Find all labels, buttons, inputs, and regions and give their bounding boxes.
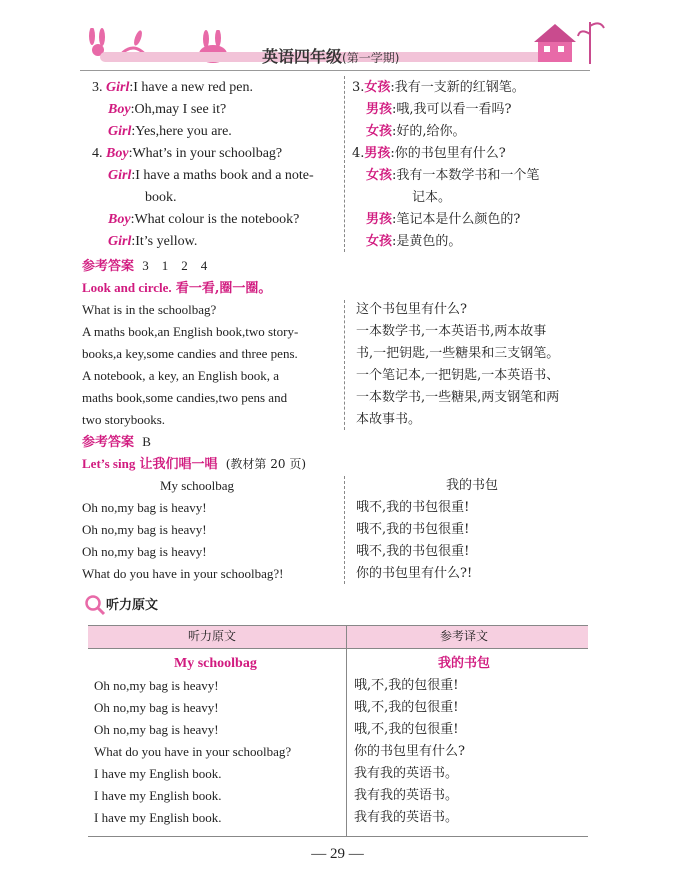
lyric-line-cn: 哦不,我的书包很重! xyxy=(356,522,470,537)
column-divider xyxy=(344,76,346,252)
book-subtitle: (第一学期) xyxy=(342,51,400,65)
table-cell-cn: 我有我的英语书。 xyxy=(354,766,459,781)
dialogue-line: Girl:It’s yellow. xyxy=(108,234,198,249)
table-cell-en: What do you have in your schoolbag? xyxy=(94,744,292,759)
table-bottom-rule xyxy=(88,836,588,837)
text-line-cn: 一个笔记本,一把钥匙,一本英语书、 xyxy=(356,368,560,383)
dialogue-line: 4. Boy:What’s in your schoolbag? xyxy=(92,146,283,161)
answer-value: 3 1 2 4 xyxy=(142,258,208,273)
song-title-cn: 我的书包 xyxy=(446,478,499,493)
dialogue-line: 3. Girl:I have a new red pen. xyxy=(92,80,253,95)
table-title-en: My schoolbag xyxy=(174,656,257,671)
text-line-cn: 一本数学书,一本英语书,两本故事 xyxy=(356,324,547,339)
table-cell-cn: 我有我的英语书。 xyxy=(354,810,459,825)
answer-value: B xyxy=(142,434,151,449)
lyric-line: Oh no,my bag is heavy! xyxy=(82,544,207,559)
song-title-en: My schoolbag xyxy=(160,478,235,493)
table-cell-en: I have my English book. xyxy=(94,788,222,803)
table-header-row xyxy=(88,625,588,649)
text-line: books,a key,some candies and three pens. xyxy=(82,346,298,361)
text-line: What is in the schoolbag? xyxy=(82,302,217,317)
dialogue-line-cn: 记本。 xyxy=(412,190,452,205)
lyric-line-cn: 你的书包里有什么?! xyxy=(356,566,473,581)
dialogue-line-cn: 女孩:是黄色的。 xyxy=(366,234,462,249)
table-header-col1: 听力原文 xyxy=(188,629,237,643)
text-line-cn: 一本数学书,一些糖果,两支钢笔和两 xyxy=(356,390,560,405)
dialogue-line-cn: 女孩:好的,给你。 xyxy=(366,124,466,139)
table-cell-cn: 我有我的英语书。 xyxy=(354,788,459,803)
table-cell-en: Oh no,my bag is heavy! xyxy=(94,678,219,693)
text-line: two storybooks. xyxy=(82,412,166,427)
page-number: — 29 — xyxy=(311,846,364,862)
lyric-line-cn: 哦不,我的书包很重! xyxy=(356,544,470,559)
dialogue-line: Girl:Yes,here you are. xyxy=(108,124,232,139)
table-title-cn: 我的书包 xyxy=(438,656,491,671)
lyric-line: What do you have in your schoolbag?! xyxy=(82,566,284,581)
listening-heading: 听力原文 xyxy=(106,598,159,613)
page-header xyxy=(0,0,675,72)
dialogue-line-cn: 男孩:笔记本是什么颜色的? xyxy=(366,212,521,227)
dialogue-line: Boy:What colour is the notebook? xyxy=(108,212,300,227)
column-divider xyxy=(344,476,346,584)
house-decoration-icon xyxy=(520,14,610,68)
table-cell-cn: 哦,不,我的包很重! xyxy=(354,700,459,715)
section-heading-sing: Let’s sing 让我们唱一唱 (教材第 20 页) xyxy=(82,456,307,472)
dialogue-line-cn: 4.男孩:你的书包里有什么? xyxy=(352,146,506,161)
bunny-decoration-icon xyxy=(78,28,168,68)
table-cell-cn: 你的书包里有什么? xyxy=(354,744,465,759)
answer-label: 参考答案 xyxy=(82,259,135,274)
answer-line xyxy=(82,432,151,453)
text-line: maths book,some candies,two pens and xyxy=(82,390,288,405)
text-line-cn: 本故事书。 xyxy=(356,412,422,427)
table-cell-cn: 哦,不,我的包很重! xyxy=(354,678,459,693)
text-line-cn: 书,一把钥匙,一些糖果和三支钢笔。 xyxy=(356,346,560,361)
dialogue-line: Boy:Oh,may I see it? xyxy=(108,102,227,117)
lyric-line: Oh no,my bag is heavy! xyxy=(82,522,207,537)
table-cell-cn: 哦,不,我的包很重! xyxy=(354,722,459,737)
table-cell-en: Oh no,my bag is heavy! xyxy=(94,722,219,737)
table-cell-en: Oh no,my bag is heavy! xyxy=(94,700,219,715)
lyric-line-cn: 哦不,我的书包很重! xyxy=(356,500,470,515)
column-divider xyxy=(344,300,346,430)
magnifier-icon xyxy=(84,594,106,616)
dialogue-line-cn: 男孩:哦,我可以看一看吗? xyxy=(366,102,512,117)
book-title: 英语四年级(第一学期) xyxy=(262,47,400,66)
text-line: A notebook, a key, an English book, a xyxy=(82,368,280,383)
answer-label: 参考答案 xyxy=(82,435,135,450)
textbook-page-note: (教材第 20 页) xyxy=(225,457,307,471)
dialogue-line-cn: 3.女孩:我有一支新的红钢笔。 xyxy=(352,80,525,95)
table-divider xyxy=(346,625,347,837)
table-cell-en: I have my English book. xyxy=(94,810,222,825)
dialogue-line: book. xyxy=(145,190,177,205)
dialogue-line-cn: 女孩:我有一本数学书和一个笔 xyxy=(366,168,540,183)
text-line: A maths book,an English book,two story- xyxy=(82,324,299,339)
table-cell-en: I have my English book. xyxy=(94,766,222,781)
section-heading-look: Look and circle. 看一看,圈一圈。 xyxy=(82,280,272,296)
dialogue-line: Girl:I have a maths book and a note- xyxy=(108,168,314,183)
lyric-line: Oh no,my bag is heavy! xyxy=(82,500,207,515)
answer-line xyxy=(82,256,207,277)
text-line-cn: 这个书包里有什么? xyxy=(356,302,467,317)
header-rule xyxy=(80,70,590,71)
table-header-col2: 参考译文 xyxy=(440,629,489,643)
